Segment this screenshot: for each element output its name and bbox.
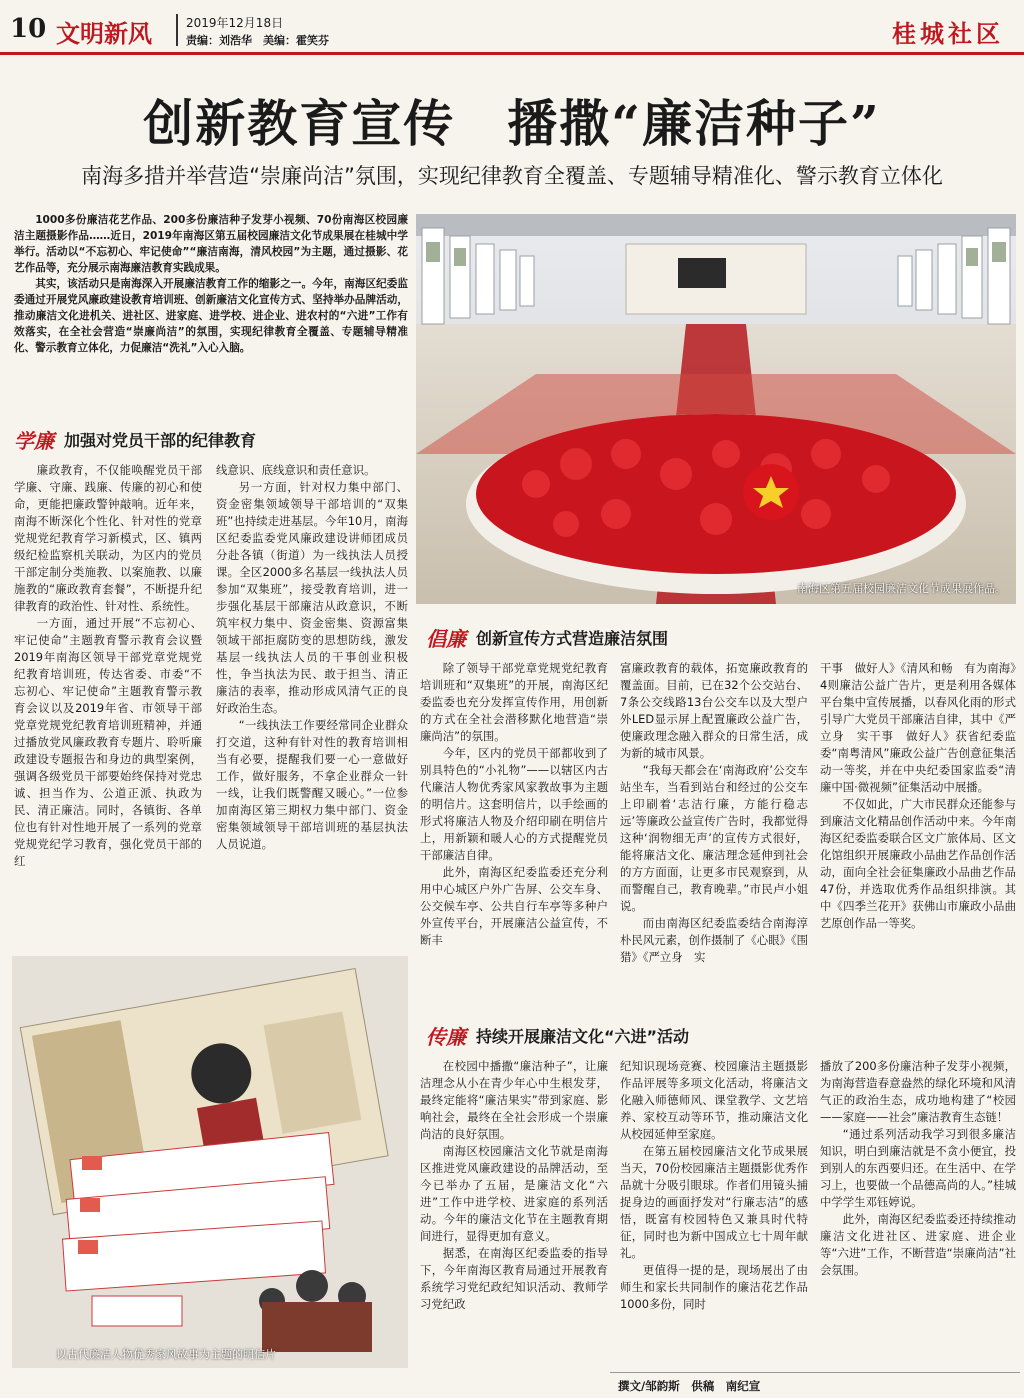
exhibition-photo-image: [416, 214, 1016, 604]
s3-column-2: [620, 1058, 808, 1313]
s1-column-2: [216, 462, 408, 853]
paragraph: 据悉，在南海区纪委监委的指导下，今年南海区教育局通过开展教育系统学习党纪政纪知识活动、教师学习党纪政: [420, 1246, 608, 1311]
paragraph: 在第五届校园廉洁文化节成果展当天，70份校园廉洁主题摄影优秀作品就十分吸引眼球。作者们用镜头捕捉身边的画面抒发对“行廉志洁”的感悟，既富有校园特色又兼具时代特征，同时也为新中国成立七十周年献礼。: [620, 1144, 808, 1260]
paragraph: “通过系列活动我学习到很多廉洁知识，明白到廉洁就是不贪小便宜，投到别人的东西要归还。在生活中、在学习上，也要做一个品德高尚的人。”桂城中学学生邓钰婷说。: [820, 1127, 1016, 1209]
lead-paragraph: 其实，该活动只是南海深入开展廉洁教育工作的缩影之一。今年，南海区纪委监委通过开展党风廉政建设教育培训班、创新廉洁文化宣传方式、坚持举办品牌活动，推动廉洁文化进机关、进社区、进家庭、进学校、进企业、进农村的“六进”工作有效落实，在全社会营造“崇廉尚洁”的氛围，实现纪律教育全覆盖、专题辅导精准化、警示教育立体化，力促廉洁“洗礼”入心入脑。: [14, 278, 408, 354]
paragraph: 富廉政教育的载体，拓宽廉政教育的覆盖面。目前，已在32个公交站台、7条公交线路13台公交车以及大型户外LED显示屏上配置廉政公益广告，使廉政理念融入群众的日常生活，成为新的城市风景。: [620, 661, 808, 760]
section-title: 加强对党员干部的纪律教育: [64, 430, 257, 450]
section-name: 文明新风: [56, 19, 152, 48]
s2-column-3: [820, 660, 1016, 932]
paragraph: 廉政教育，不仅能唤醒党员干部学廉、守廉、践廉、传廉的初心和使命，更能把廉政警钟敲响。近年来，南海不断深化个性化、针对性的党章党规党纪教育学习新模式，区、镇两级纪检监察机关联动，为区内的党员干部定制分类施教、以案施教、以廉施教的“廉政教育套餐”，不断提升纪律教育的政治性、针对性、系统性。: [14, 463, 202, 613]
paragraph: 在校园中播撒“廉洁种子”，让廉洁理念从小在青少年心中生根发芽，最终定能将“廉洁果实”带到家庭、影响社会，最终在全社会形成一个崇廉尚洁的良好氛围。: [420, 1059, 608, 1141]
section-tag: 学廉: [14, 428, 54, 453]
paragraph: 播放了200多份廉洁种子发芽小视频，为南海营造春意盎然的绿化环境和风清气正的政治生态，成功地构建了“校园——家庭——社会”廉洁教育生态链！: [820, 1059, 1016, 1124]
section-title: 创新宣传方式营造廉洁氛围: [476, 628, 669, 648]
headline: 创新教育宣传 播撒“廉洁种子”: [143, 94, 881, 153]
paragraph: 而由南海区纪委监委结合南海淳朴民风元素，创作摄制了《心眼》《围猎》《严立身 实: [620, 916, 808, 964]
byline: 撰文/邹韵斯 供稿 南纪宣: [618, 1379, 761, 1393]
lead-paragraph: 1000多份廉洁花艺作品、200多份廉洁种子发芽小视频、70份南海区校园廉洁主题摄影作品……近日，2019年南海区第五届校园廉洁文化节成果展在桂城中学举行。活动以“不忘初心、牢记使命”“廉洁南海，清风校园”为主题，通过摄影、花艺作品等，充分展示南海廉洁教育实践成果。: [14, 214, 408, 274]
section-tag: 传廉: [426, 1024, 466, 1049]
s2-column-1: [420, 660, 608, 949]
brand-logo: 桂城社区: [892, 19, 1004, 48]
header-rule: [0, 52, 1024, 55]
page-number: 10: [10, 14, 47, 44]
postcards-photo: [12, 956, 408, 1368]
postcards-photo-image: [12, 956, 408, 1368]
s3-column-1: [420, 1058, 608, 1313]
paragraph: 另一方面，针对权力集中部门、资金密集领域领导干部培训的“双集班”也持续走进基层。今年10月，南海区纪委监委党风廉政建设讲师团成员分赴各镇（街道）为一线执法人员授课。全区2000多名基层一线执法人员参加“双集班”，接受教育培训，进一步强化基层干部廉洁从政意识，不断筑牢权力集中、资金密集、资源富集领域干部拒腐防变的思想防线，激发基层一线执法人员的干事创业积极性，争当执法为民、敢于担当、清正廉洁的表率，推动形成风清气正的良好政治生态。: [216, 480, 408, 715]
s2-column-2: [620, 660, 808, 966]
editors-credit: 责编：刘浩华 美编：霍笑芬: [186, 34, 329, 47]
paragraph: 今年，区内的党员干部都收到了别具特色的“小礼物”——以辖区内古代廉洁人物优秀家风家教故事为主题的明信片。这套明信片，以手绘画的形式将廉洁人物及介绍印刷在明信片上，用新颖和暖人心的方式提醒党员干部廉洁自律。: [420, 746, 608, 862]
paragraph: 此外，南海区纪委监委还持续推动廉洁文化进社区、进家庭、进企业等“六进”工作，不断营造“崇廉尚洁”社会氛围。: [820, 1212, 1016, 1277]
exhibition-photo: [416, 214, 1016, 604]
section-title: 持续开展廉洁文化“六进”活动: [476, 1026, 690, 1046]
page-header: [0, 0, 1024, 54]
byline-rule: [610, 1372, 1020, 1373]
section-heading-2: [426, 620, 1016, 654]
paragraph: 纪知识现场竞赛、校园廉洁主题摄影作品评展等多项文化活动，将廉洁文化融入师德师风、课堂教学、文艺培养、家校互动等环节，推动廉洁文化从校园延伸至家庭。: [620, 1059, 808, 1141]
paragraph: 更值得一提的是，现场展出了由师生和家长共同制作的廉洁花艺作品1000多份，同时: [620, 1263, 808, 1311]
s1-column-1: [14, 462, 202, 870]
postcards-photo-caption: 以古代廉洁人物优秀家风故事为主题的明信片: [56, 1348, 276, 1361]
header-divider: [176, 14, 178, 46]
paragraph: “我每天都会在‘南海政府’公交车站坐车，当看到站台和经过的公交车上印刷着‘志洁行廉，方能行稳志远’等廉政公益宣传广告时，我都觉得这种‘润物细无声’的宣传方式很好，能将廉洁文化、廉洁理念延伸到社会的方方面面，让更多市民观察到，从而警醒自己，教育晚辈。”市民卢小姐说。: [620, 763, 808, 913]
section-heading-3: [426, 1018, 1016, 1052]
paragraph: 线意识、底线意识和责任意识。: [216, 463, 376, 477]
paragraph: 不仅如此，广大市民群众还能参与到廉洁文化精品创作活动中来。今年南海区纪委监委联合区文广旅体局、区文化馆组织开展廉政小品曲艺作品创作活动，面向全社会征集廉政小品曲艺作品47份，并选取优秀作品组织排演。其中《四季兰花开》获佛山市廉政小品曲艺原创作品一等奖。: [820, 797, 1016, 930]
s3-column-3: [820, 1058, 1016, 1279]
issue-date: 2019年12月18日: [186, 16, 284, 30]
section-tag: 倡廉: [426, 626, 466, 651]
lead-paragraphs: [14, 212, 408, 356]
section-heading-1: [14, 422, 408, 456]
paragraph: 南海区校园廉洁文化节就是南海区推进党风廉政建设的品牌活动，至今已举办了五届，是廉洁文化“六进”工作中进学校、进家庭的系列活动。今年的廉洁文化节在主题教育期间进行，显得更加有意义。: [420, 1144, 608, 1243]
exhibition-photo-caption: 南海区第五届校园廉洁文化节成果展作品。: [797, 582, 1006, 595]
subheadline: 南海多措并举营造“崇廉尚洁”氛围，实现纪律教育全覆盖、专题辅导精准化、警示教育立体化: [81, 164, 943, 188]
paragraph: “一线执法工作要经常同企业群众打交道，这种有针对性的教育培训相当有必要，提醒我们要一心一意做好工作，做好服务，不拿企业群众一针一线，让我们既警醒又暖心。”一位参加南海区第三期权力集中部门、资金密集领域领导干部培训班的基层执法人员说道。: [216, 718, 408, 851]
paragraph: 此外，南海区纪委监委还充分利用中心城区户外广告屏、公交车身、公交候车亭、公共自行车亭等多种户外宣传平台，开展廉洁公益宣传，不断丰: [420, 865, 608, 947]
paragraph: 一方面，通过开展“不忘初心、牢记使命”主题教育警示教育会议暨2019年南海区领导干部党章党规党纪教育培训班，传达省委、市委“不忘初心、牢记使命”主题教育警示教育会议以及2019年省、市领导干部党章党规党纪教育培训班精神，并通过播放党风廉政教育专题片、聆听廉政建设专题报告和身边的典型案例，强调各级党员干部要始终保持对党忠诚、担当作为、公道正派、执政为民、清正廉洁。同时，各镇街、各单位也有针对性地开展了一系列的党章党规党纪学习教育，强化党员干部的红: [14, 616, 202, 868]
paragraph: 除了领导干部党章党规党纪教育培训班和“双集班”的开展，南海区纪委监委也充分发挥宣传作用，用创新的方式在全社会潜移默化地营造“崇廉尚洁”的氛围。: [420, 661, 608, 743]
paragraph: 干事 做好人》《清风和畅 有为南海》4则廉洁公益广告片，更是利用各媒体平台集中宣传展播，以春风化雨的形式引导广大党员干部廉洁自律，其中《严立身 实干事 做好人》获省纪委监委“南粤清风”廉政公益广告创意征集活动一等奖，并在中央纪委国家监委“清廉中国·微视频”征集活动中展播。: [820, 661, 1016, 794]
